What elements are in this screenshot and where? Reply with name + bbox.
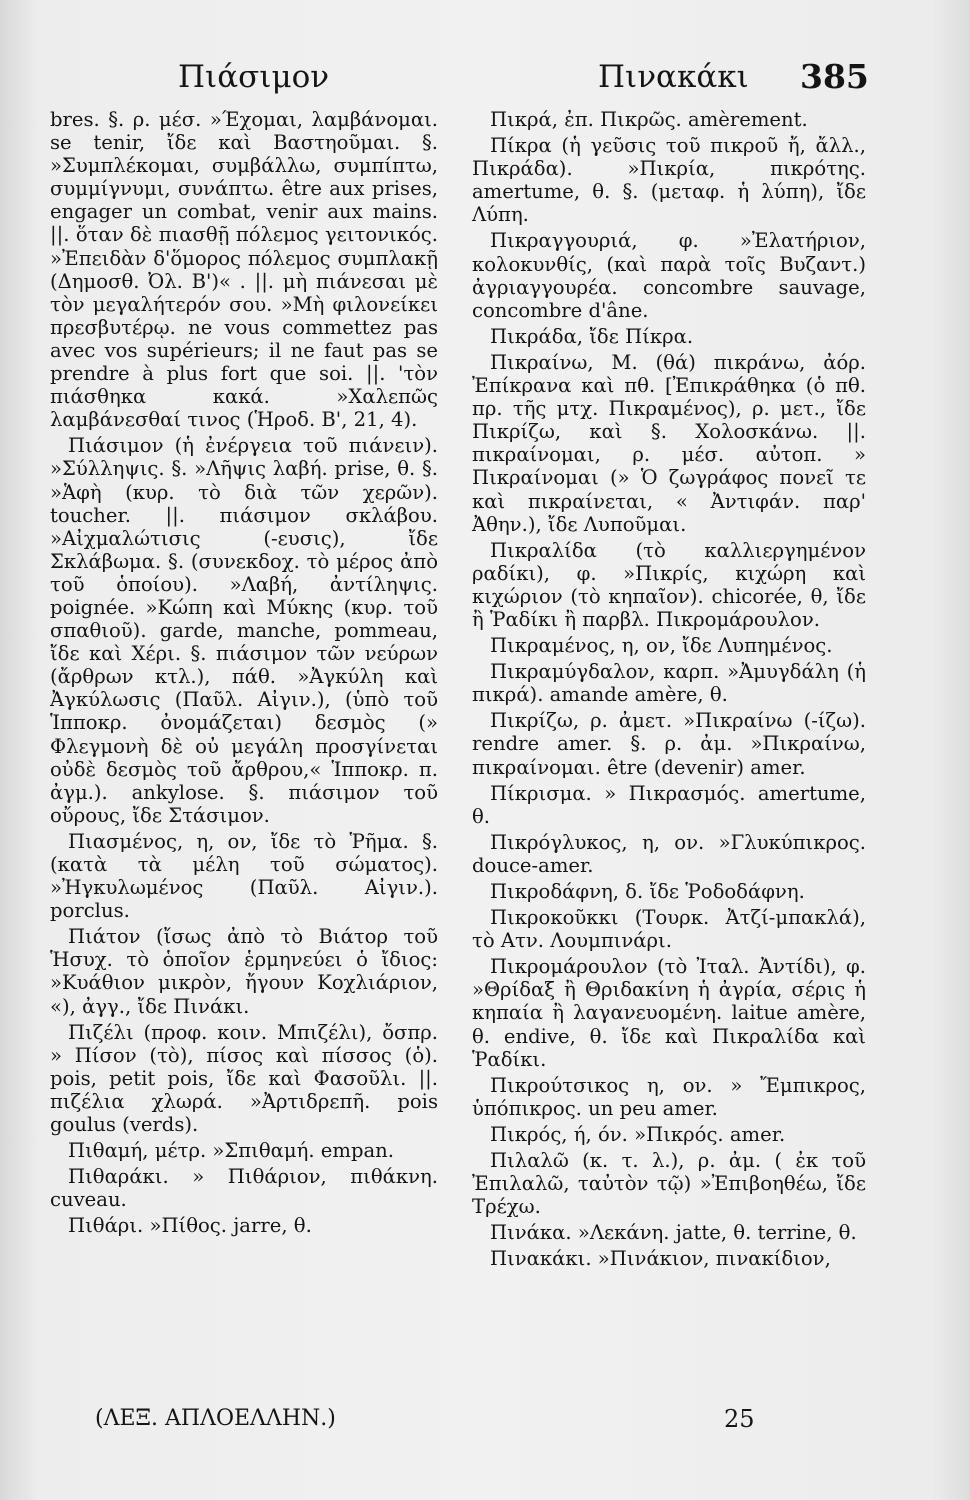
dictionary-entry: Πικρούτσικος η, ον. » Ἔμπικρος, ὑπόπικρος. un peu amer. bbox=[472, 1073, 866, 1120]
dictionary-entry: Πικρά, ἐπ. Πικρῶς. amèrement. bbox=[490, 108, 808, 131]
dictionary-entry: Πικροκοῦκκι (Τουρκ. Ἀτζί-μπακλά), τὸ Ατν. Λουμπινάρι. bbox=[472, 906, 866, 953]
dictionary-entry: Πικραλίδα (τὸ καλλιεργημένον ραδίκι), φ. »Πικρίς, κιχώρη καὶ κιχώριον (τὸ κηπαῖον). chicorée, θ, ἴδε ἢ Ῥαδίκι ἢ παρβλ. Πικρομάρουλον. bbox=[472, 538, 866, 631]
dictionary-entry: Πικραίνω, Μ. (θά) πικράνω, ἀόρ. Ἐπίκρανα καὶ πθ. [Ἐπικράθηκα (ὁ πθ. πρ. τῆς μτχ. Πικραμένος), ρ. μετ., ἴδε Πικρίζω, καὶ §. Χολοσκάνω. ||. πικραίνομαι, ρ. μέσ. αὐτοπ. » Πικραίνομαι (» Ὁ ζωγράφος πονεῖ τε καὶ πικραίνεται, « Ἀντιφάν. παρ' Ἀθην.), ἴδε Λυποῦμαι. bbox=[472, 350, 866, 536]
header-right-guide-word: Πινακάκι bbox=[598, 59, 749, 95]
dictionary-entry: Πίκρα (ἡ γεῦσις τοῦ πικροῦ ἤ, ἄλλ., Πικράδα). »Πικρία, πικρότης. amertume, θ. §. (μεταφ. ἡ λύπη), ἴδε Λύπη. bbox=[472, 134, 866, 227]
dictionary-entry: Πιασμένος, η, ον, ἴδε τὸ Ῥῆμα. §. (κατὰ τὰ μέλη τοῦ σώματος). »Ἠγκυλωμένος (Παῦλ. Αἰγιν.). porclus. bbox=[50, 829, 438, 923]
page-number: 385 bbox=[800, 57, 869, 96]
dictionary-entry: Πιάσιμον (ἡ ἐνέργεια τοῦ πιάνειν). »Σύλληψις. §. »Λῆψις λαβή. prise, θ. §. »Ἁφὴ (κυρ. τὸ διὰ τῶν χερῶν). toucher. ||. πιάσιμον σκλάβου. »Αἰχμαλώτισις (-ευσις), ἴδε Σκλάβωμα. §. (συνεκδοχ. τὸ μέρος ἀπὸ τοῦ ὁποίου). »Λαβή, ἀντίληψις. poignée. »Κώπη καὶ Μύκης (κυρ. τοῦ σπαθιοῦ). garde, manche, pommeau, ἴδε καὶ Χέρι. §. πιάσιμον τῶν νεύρων (ἄρθρων κτλ.), πάθ. »Ἀγκύλη καὶ Ἀγκύλωσις (Παῦλ. Αἰγιν.), (ὑπὸ τοῦ Ἱπποκρ. ὀνομάζεται) δεσμὸς (» Φλεγμονὴ δὲ οὐ μεγάλη προσγίνεται οὐδὲ δεσμὸς τοῦ ἄρθρου,« Ἱπποκρ. π. ἀγμ.). ankylose. §. πιάσιμον τοῦ οὔρους, ἴδε Στάσιμον. bbox=[50, 434, 438, 827]
dictionary-entry: Πιλαλῶ (κ. τ. λ.), ρ. ἀμ. ( ἐκ τοῦ Ἐπιλαλῶ, ταὐτὸν τῷ) »Ἐπιβοηθέω, ἴδε Τρέχω. bbox=[472, 1149, 866, 1219]
dictionary-entry: Πικραμύγδαλον, καρπ. »Ἀμυγδάλη (ἡ πικρά). amande amère, θ. bbox=[472, 660, 866, 707]
dictionary-entry: Πικρός, ή, όν. »Πικρός. amer. bbox=[490, 1122, 786, 1146]
right-column bbox=[472, 108, 866, 1274]
dictionary-entry: bres. §. ρ. μέσ. »Έχομαι, λαμβάνομαι. se tenir, ἴδε καὶ Βαστηοῦμαι. §. »Συμπλέκομαι, συμβάλλω, συμπίπτω, συμμίγνυμι, συνάπτω. être aux prises, engager un combat, venir aux mains. ||. ὅταν δὲ πιασθῇ πόλεμος γειτονικός. »Ἐπειδὰν δ'ὅμορος πόλεμος συμπλακῇ (Δημοσθ. Ὀλ. Β')« . ||. μὴ πιάνεσαι μὲ τὸν μεγαλήτερόν σου. »Μὴ φιλονείκει πρεσβυτέρῳ. ne vous commettez pas avec vos supérieurs; il ne faut pas se prendre à plus fort que soi. ||. 'τὸν πιάσθηκα κακά. »Χαλεπῶς λαμβάνεσθαί τινος (Ἡροδ. Β', 21, 4). bbox=[50, 108, 438, 432]
dictionary-entry: Πικραμένος, η, ον, ἴδε Λυπημένος. bbox=[490, 634, 833, 658]
dictionary-entry: Πιζέλι (προφ. κοιν. Μπιζέλι), ὄσπρ. » Πίσον (τὸ), πίσος καὶ πίσσος (ὁ). pois, petit pois, ἴδε καὶ Φασοῦλι. ||. πιζέλια χλωρά. »Ἀρτιδρεπῆ. pois goulus (verds). bbox=[50, 1020, 438, 1137]
dictionary-entry: Πινάκα. »Λεκάνη. jatte, θ. terrine, θ. bbox=[490, 1221, 857, 1245]
dictionary-entry: Πιθαμή, μέτρ. »Σπιθαμή. empan. bbox=[68, 1139, 395, 1163]
page-footer bbox=[0, 1402, 970, 1436]
dictionary-entry: Πικράδα, ἴδε Πίκρα. bbox=[490, 324, 694, 348]
page-header bbox=[0, 52, 970, 102]
header-left-guide-word: Πιάσιμον bbox=[178, 59, 330, 95]
left-column bbox=[50, 108, 438, 1241]
dictionary-entry: Πιάτον (ἴσως ἀπὸ τὸ Βιάτορ τοῦ Ἡσυχ. τὸ ὁποῖον ἑρμηνεύει ὁ ἴδιος: »Κυάθιον μικρὸν, ἤγουν Κοχλιάριον, «), ἀγγ., ἴδε Πινάκι. bbox=[50, 925, 438, 1018]
dictionary-entry: Πικρομάρουλον (τὸ Ἰταλ. Ἀντίδι), φ. »Θρίδαξ ἢ Θριδακίνη ἡ ἀγρία, σέρις ἡ κηπαία ἢ λαγανευομένη. laitue amère, θ. endive, θ. ἴδε καὶ Πικραλίδα καὶ Ῥαδίκι. bbox=[472, 955, 866, 1071]
dictionary-entry: Πικραγγουριά, φ. »Ἐλατήριον, κολοκυνθίς, (καὶ παρὰ τοῖς Βυζαντ.) ἀγριαγγουρέα. concombre sauvage, concombre d'âne. bbox=[472, 229, 866, 322]
dictionary-entry: Πικρόγλυκος, η, ον. »Γλυκύπικρος. douce-amer. bbox=[472, 830, 866, 877]
signature-mark: 25 bbox=[724, 1405, 755, 1433]
dictionary-entry: Πιθαράκι. » Πιθάριον, πιθάκνη. cuveau. bbox=[50, 1165, 438, 1212]
dictionary-entry: Πιθάρι. »Πίθος. jarre, θ. bbox=[68, 1214, 312, 1238]
dictionary-entry: Πικρίζω, ρ. ἀμετ. »Πικραίνω (-ίζω). rendre amer. §. ρ. ἀμ. »Πικραίνω, πικραίνομαι. être (devenir) amer. bbox=[472, 709, 866, 779]
dictionary-entry: Πίκρισμα. » Πικρασμός. amertume, θ. bbox=[472, 781, 866, 828]
footer-book-title: (ΛΕΞ. ΑΠΛΟΕΛΛΗΝ.) bbox=[95, 1406, 336, 1431]
dictionary-entry: Πικροδάφνη, δ. ἴδε Ῥοδοδάφνη. bbox=[490, 880, 805, 903]
dictionary-entry: Πινακάκι. »Πινάκιον, πινακίδιον, bbox=[490, 1247, 831, 1271]
